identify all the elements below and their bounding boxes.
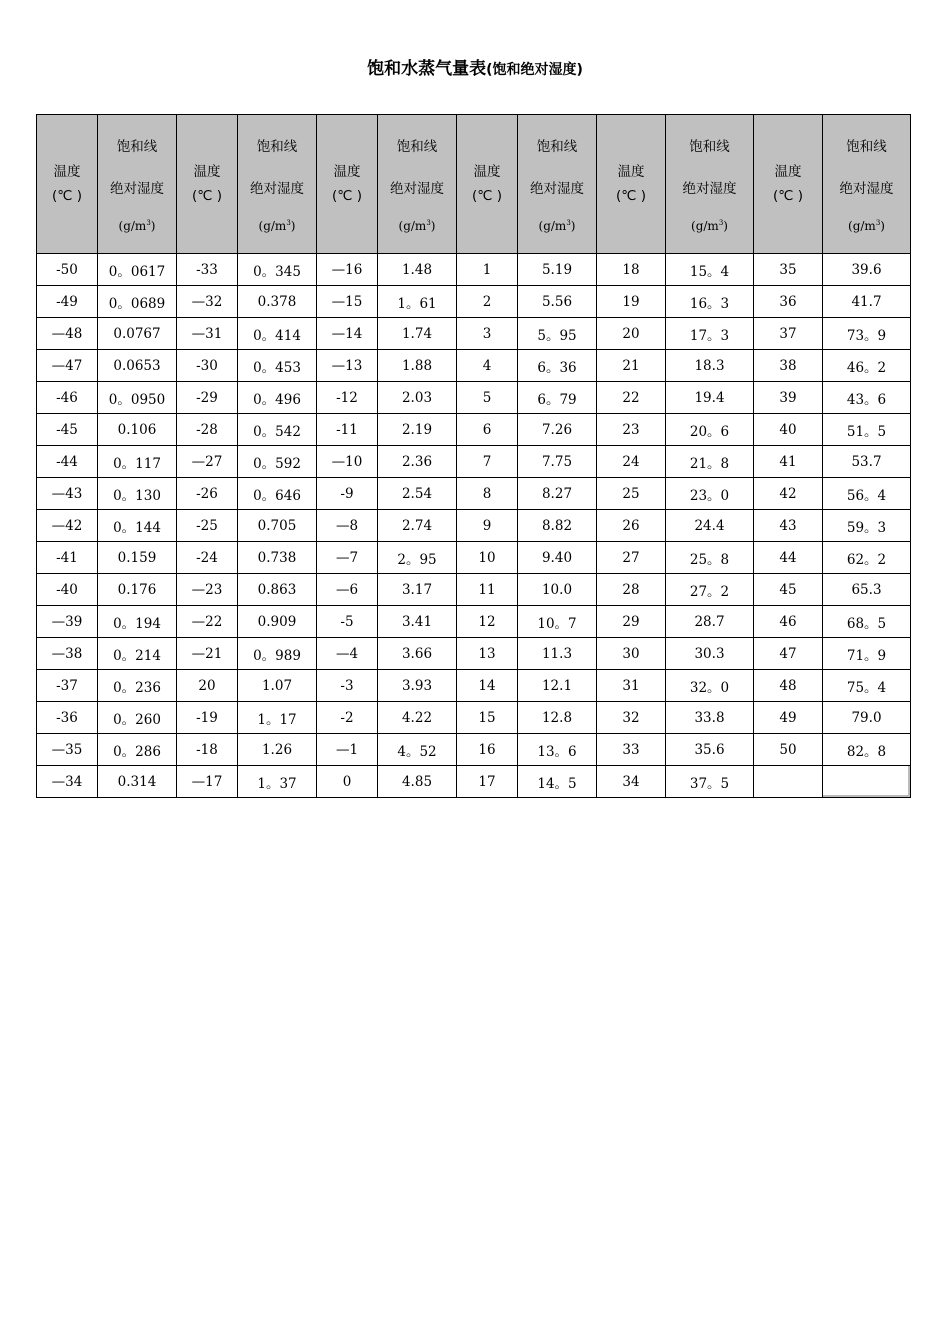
temperature-cell: —13 xyxy=(317,350,378,382)
temperature-cell: -12 xyxy=(317,382,378,414)
temperature-cell: -49 xyxy=(37,286,98,318)
humidity-cell: 0。194 xyxy=(98,606,177,638)
temperature-cell: -45 xyxy=(37,414,98,446)
header-hum-line2: 绝对湿度 xyxy=(250,181,304,197)
humidity-cell: 6。79 xyxy=(518,382,597,414)
table-row xyxy=(37,318,911,350)
unit-base: (g/m xyxy=(398,219,427,233)
humidity-cell: 1。17 xyxy=(238,702,317,734)
temperature-cell: -41 xyxy=(37,542,98,574)
header-temp-unit: (℃ ) xyxy=(773,188,803,204)
temperature-cell: —32 xyxy=(177,286,238,318)
humidity-cell: 10.0 xyxy=(518,574,597,606)
unit-base: (g/m xyxy=(118,219,147,233)
humidity-cell: 0。542 xyxy=(238,414,317,446)
saturated-vapor-table xyxy=(36,114,911,798)
temperature-cell: —23 xyxy=(177,574,238,606)
humidity-cell: 73。9 xyxy=(823,318,911,350)
temperature-cell: 43 xyxy=(754,510,823,542)
humidity-cell: 0。414 xyxy=(238,318,317,350)
temperature-cell: 17 xyxy=(457,766,518,798)
humidity-cell: 0。260 xyxy=(98,702,177,734)
humidity-cell: 68。5 xyxy=(823,606,911,638)
unit-base: (g/m xyxy=(848,219,876,233)
humidity-cell: 24.4 xyxy=(666,510,754,542)
temperature-cell: -25 xyxy=(177,510,238,542)
unit-sup: 3 xyxy=(286,219,291,227)
humidity-cell: 51。5 xyxy=(823,414,911,446)
header-temperature xyxy=(317,115,378,254)
header-temp-unit: (℃ ) xyxy=(52,188,82,204)
temperature-cell: 40 xyxy=(754,414,823,446)
temperature-cell: -30 xyxy=(177,350,238,382)
humidity-cell: 16。3 xyxy=(666,286,754,318)
table-row xyxy=(37,766,911,798)
humidity-cell: 75。4 xyxy=(823,670,911,702)
temperature-cell: 50 xyxy=(754,734,823,766)
temperature-cell: —42 xyxy=(37,510,98,542)
unit-base: (g/m xyxy=(691,219,719,233)
temperature-cell: 15 xyxy=(457,702,518,734)
humidity-cell: 4。52 xyxy=(378,734,457,766)
humidity-cell: 21。8 xyxy=(666,446,754,478)
temperature-cell: 20 xyxy=(597,318,666,350)
temperature-cell: 22 xyxy=(597,382,666,414)
temperature-cell: 2 xyxy=(457,286,518,318)
temperature-cell: 37 xyxy=(754,318,823,350)
header-hum-line1: 饱和线 xyxy=(536,139,578,155)
table-row xyxy=(37,638,911,670)
humidity-cell: 2。95 xyxy=(378,542,457,574)
temperature-cell: 24 xyxy=(597,446,666,478)
humidity-cell: 1.74 xyxy=(378,318,457,350)
header-hum-line2: 绝对湿度 xyxy=(110,181,164,197)
temperature-cell: 10 xyxy=(457,542,518,574)
header-hum-line2: 绝对湿度 xyxy=(530,181,584,197)
humidity-cell: 0。592 xyxy=(238,446,317,478)
humidity-cell: 0.738 xyxy=(238,542,317,574)
humidity-cell: 12.1 xyxy=(518,670,597,702)
humidity-cell: 8.27 xyxy=(518,478,597,510)
temperature-cell: 4 xyxy=(457,350,518,382)
temperature-cell: —35 xyxy=(37,734,98,766)
temperature-cell: -11 xyxy=(317,414,378,446)
humidity-cell: 2.36 xyxy=(378,446,457,478)
humidity-cell: 0。0689 xyxy=(98,286,177,318)
humidity-cell: 0.0653 xyxy=(98,350,177,382)
temperature-cell: —8 xyxy=(317,510,378,542)
unit-sup: 3 xyxy=(875,219,881,227)
humidity-cell: 82。8 xyxy=(823,734,911,766)
humidity-cell: 35.6 xyxy=(666,734,754,766)
unit-close: ) xyxy=(430,219,436,233)
temperature-cell: -18 xyxy=(177,734,238,766)
temperature-cell: 25 xyxy=(597,478,666,510)
temperature-cell: —39 xyxy=(37,606,98,638)
temperature-cell: 3 xyxy=(457,318,518,350)
header-temp-label: 温度 xyxy=(193,164,221,180)
temperature-cell: 1 xyxy=(457,254,518,286)
temperature-cell: —21 xyxy=(177,638,238,670)
humidity-cell: 2.19 xyxy=(378,414,457,446)
humidity-cell: 6。36 xyxy=(518,350,597,382)
header-absolute-humidity xyxy=(823,115,911,254)
temperature-cell: 44 xyxy=(754,542,823,574)
table-row xyxy=(37,254,911,286)
temperature-cell: 31 xyxy=(597,670,666,702)
unit-close: ) xyxy=(290,219,296,233)
header-temperature xyxy=(754,115,823,254)
temperature-cell: —48 xyxy=(37,318,98,350)
humidity-cell: 0.705 xyxy=(238,510,317,542)
table-body xyxy=(37,254,911,798)
humidity-cell: 0.106 xyxy=(98,414,177,446)
temperature-cell: 13 xyxy=(457,638,518,670)
unit-sup: 3 xyxy=(566,219,571,227)
humidity-cell: 5.19 xyxy=(518,254,597,286)
humidity-cell: 0。236 xyxy=(98,670,177,702)
temperature-cell: 45 xyxy=(754,574,823,606)
page-title xyxy=(0,54,950,79)
header-temp-unit: (℃ ) xyxy=(192,188,222,204)
temperature-cell: 12 xyxy=(457,606,518,638)
header-absolute-humidity xyxy=(98,115,177,254)
temperature-cell: 23 xyxy=(597,414,666,446)
header-temp-unit: (℃ ) xyxy=(616,188,646,204)
temperature-cell: 11 xyxy=(457,574,518,606)
header-temp-unit: (℃ ) xyxy=(472,188,502,204)
humidity-cell: 0。130 xyxy=(98,478,177,510)
temperature-cell: -50 xyxy=(37,254,98,286)
humidity-cell: 65.3 xyxy=(823,574,911,606)
humidity-cell: 0。453 xyxy=(238,350,317,382)
temperature-cell: -29 xyxy=(177,382,238,414)
humidity-cell: 14。5 xyxy=(518,766,597,798)
temperature-cell: —14 xyxy=(317,318,378,350)
temperature-cell: 26 xyxy=(597,510,666,542)
table-header xyxy=(37,115,911,254)
humidity-cell: 25。8 xyxy=(666,542,754,574)
unit-close: ) xyxy=(723,219,728,233)
temperature-cell: -46 xyxy=(37,382,98,414)
humidity-cell: 5。95 xyxy=(518,318,597,350)
temperature-cell: -19 xyxy=(177,702,238,734)
humidity-cell: 12.8 xyxy=(518,702,597,734)
temperature-cell: 35 xyxy=(754,254,823,286)
humidity-cell: 3.93 xyxy=(378,670,457,702)
humidity-cell: 1.88 xyxy=(378,350,457,382)
humidity-cell: 20。6 xyxy=(666,414,754,446)
temperature-cell: -2 xyxy=(317,702,378,734)
header-temperature xyxy=(457,115,518,254)
table-row xyxy=(37,286,911,318)
humidity-cell: 46。2 xyxy=(823,350,911,382)
humidity-cell: 9.40 xyxy=(518,542,597,574)
humidity-cell: 1。61 xyxy=(378,286,457,318)
humidity-cell: 62。2 xyxy=(823,542,911,574)
temperature-cell: 16 xyxy=(457,734,518,766)
header-temp-label: 温度 xyxy=(774,164,802,180)
temperature-cell: 0 xyxy=(317,766,378,798)
humidity-cell: 4.22 xyxy=(378,702,457,734)
temperature-cell: 34 xyxy=(597,766,666,798)
temperature-cell: -26 xyxy=(177,478,238,510)
humidity-cell: 17。3 xyxy=(666,318,754,350)
unit-sup: 3 xyxy=(426,219,431,227)
humidity-cell: 0.314 xyxy=(98,766,177,798)
unit-close: ) xyxy=(150,219,156,233)
header-hum-line2: 绝对湿度 xyxy=(839,181,894,197)
header-temperature xyxy=(597,115,666,254)
temperature-cell: 5 xyxy=(457,382,518,414)
unit-close: ) xyxy=(880,219,885,233)
header-hum-unit xyxy=(238,219,316,233)
temperature-cell: -24 xyxy=(177,542,238,574)
header-hum-line2: 绝对湿度 xyxy=(682,181,737,197)
temperature-cell: -36 xyxy=(37,702,98,734)
temperature-cell: 41 xyxy=(754,446,823,478)
humidity-cell: 8.82 xyxy=(518,510,597,542)
humidity-cell: 3.41 xyxy=(378,606,457,638)
temperature-cell: 42 xyxy=(754,478,823,510)
humidity-cell: 0。286 xyxy=(98,734,177,766)
humidity-cell: 0。214 xyxy=(98,638,177,670)
humidity-cell: 3.17 xyxy=(378,574,457,606)
header-hum-unit xyxy=(666,219,753,233)
table-row xyxy=(37,734,911,766)
humidity-cell: 4.85 xyxy=(378,766,457,798)
temperature-cell: 9 xyxy=(457,510,518,542)
temperature-cell: —27 xyxy=(177,446,238,478)
humidity-cell: 59。3 xyxy=(823,510,911,542)
unit-sup: 3 xyxy=(718,219,724,227)
header-temp-label: 温度 xyxy=(473,164,501,180)
table-row xyxy=(37,382,911,414)
humidity-cell: 1.48 xyxy=(378,254,457,286)
humidity-cell: 79.0 xyxy=(823,702,911,734)
header-temp-label: 温度 xyxy=(333,164,361,180)
temperature-cell: -44 xyxy=(37,446,98,478)
header-temperature xyxy=(37,115,98,254)
temperature-cell: 20 xyxy=(177,670,238,702)
temperature-cell: 33 xyxy=(597,734,666,766)
temperature-cell: 47 xyxy=(754,638,823,670)
header-hum-unit xyxy=(378,219,456,233)
header-temp-label: 温度 xyxy=(617,164,645,180)
temperature-cell: 27 xyxy=(597,542,666,574)
humidity-cell: 27。2 xyxy=(666,574,754,606)
header-hum-line1: 饱和线 xyxy=(396,139,438,155)
header-hum-line1: 饱和线 xyxy=(116,139,158,155)
title-main: 饱和水蒸气量表 xyxy=(367,59,487,79)
temperature-cell: —1 xyxy=(317,734,378,766)
temperature-cell: 36 xyxy=(754,286,823,318)
header-temp-unit: (℃ ) xyxy=(332,188,362,204)
table-row xyxy=(37,350,911,382)
header-hum-line1: 饱和线 xyxy=(689,139,730,155)
humidity-cell: 0.176 xyxy=(98,574,177,606)
humidity-cell: 56。4 xyxy=(823,478,911,510)
humidity-cell xyxy=(823,766,911,798)
header-absolute-humidity xyxy=(238,115,317,254)
temperature-cell: —34 xyxy=(37,766,98,798)
temperature-cell: -33 xyxy=(177,254,238,286)
temperature-cell: 8 xyxy=(457,478,518,510)
humidity-cell: 53.7 xyxy=(823,446,911,478)
humidity-cell: 7.26 xyxy=(518,414,597,446)
temperature-cell: 29 xyxy=(597,606,666,638)
humidity-cell: 0.378 xyxy=(238,286,317,318)
temperature-cell: -37 xyxy=(37,670,98,702)
humidity-cell: 5.56 xyxy=(518,286,597,318)
humidity-cell: 0。117 xyxy=(98,446,177,478)
header-hum-unit xyxy=(98,219,176,233)
table-row xyxy=(37,478,911,510)
humidity-cell: 13。6 xyxy=(518,734,597,766)
humidity-cell: 0。989 xyxy=(238,638,317,670)
humidity-cell: 1.26 xyxy=(238,734,317,766)
temperature-cell: —47 xyxy=(37,350,98,382)
humidity-cell: 0。646 xyxy=(238,478,317,510)
temperature-cell: 28 xyxy=(597,574,666,606)
humidity-cell: 0.0767 xyxy=(98,318,177,350)
table-row xyxy=(37,606,911,638)
temperature-cell: —16 xyxy=(317,254,378,286)
humidity-cell: 33.8 xyxy=(666,702,754,734)
humidity-cell: 2.74 xyxy=(378,510,457,542)
humidity-cell: 2.54 xyxy=(378,478,457,510)
humidity-cell: 1。37 xyxy=(238,766,317,798)
temperature-cell: —15 xyxy=(317,286,378,318)
humidity-cell: 71。9 xyxy=(823,638,911,670)
humidity-cell: 3.66 xyxy=(378,638,457,670)
temperature-cell: -3 xyxy=(317,670,378,702)
table-row xyxy=(37,670,911,702)
humidity-cell: 37。5 xyxy=(666,766,754,798)
table-row xyxy=(37,542,911,574)
temperature-cell: 49 xyxy=(754,702,823,734)
humidity-cell: 1.07 xyxy=(238,670,317,702)
header-absolute-humidity xyxy=(518,115,597,254)
humidity-cell: 0。345 xyxy=(238,254,317,286)
header-hum-unit xyxy=(823,219,910,233)
temperature-cell: —31 xyxy=(177,318,238,350)
temperature-cell: 38 xyxy=(754,350,823,382)
temperature-cell: —7 xyxy=(317,542,378,574)
humidity-cell: 15。4 xyxy=(666,254,754,286)
temperature-cell: —6 xyxy=(317,574,378,606)
temperature-cell: 32 xyxy=(597,702,666,734)
temperature-cell: 14 xyxy=(457,670,518,702)
unit-sup: 3 xyxy=(146,219,151,227)
temperature-cell: —38 xyxy=(37,638,98,670)
humidity-cell: 11.3 xyxy=(518,638,597,670)
unit-close: ) xyxy=(570,219,576,233)
table-row xyxy=(37,510,911,542)
temperature-cell: —4 xyxy=(317,638,378,670)
humidity-cell: 0。496 xyxy=(238,382,317,414)
temperature-cell: —10 xyxy=(317,446,378,478)
temperature-cell: —17 xyxy=(177,766,238,798)
temperature-cell: 19 xyxy=(597,286,666,318)
unit-base: (g/m xyxy=(538,219,567,233)
title-sub: (饱和绝对湿度) xyxy=(486,62,583,78)
temperature-cell: 21 xyxy=(597,350,666,382)
humidity-cell: 7.75 xyxy=(518,446,597,478)
table-row xyxy=(37,446,911,478)
temperature-cell: —22 xyxy=(177,606,238,638)
table-row xyxy=(37,414,911,446)
header-hum-line1: 饱和线 xyxy=(846,139,887,155)
header-absolute-humidity xyxy=(666,115,754,254)
humidity-cell: 28.7 xyxy=(666,606,754,638)
humidity-cell: 23。0 xyxy=(666,478,754,510)
table-row xyxy=(37,574,911,606)
humidity-cell: 18.3 xyxy=(666,350,754,382)
humidity-cell: 39.6 xyxy=(823,254,911,286)
temperature-cell: —43 xyxy=(37,478,98,510)
temperature-cell: 6 xyxy=(457,414,518,446)
temperature-cell: -40 xyxy=(37,574,98,606)
table-row xyxy=(37,702,911,734)
humidity-cell: 10。7 xyxy=(518,606,597,638)
temperature-cell: 7 xyxy=(457,446,518,478)
header-hum-line2: 绝对湿度 xyxy=(390,181,444,197)
humidity-cell: 0.863 xyxy=(238,574,317,606)
humidity-cell: 41.7 xyxy=(823,286,911,318)
humidity-cell: 0.909 xyxy=(238,606,317,638)
humidity-cell: 2.03 xyxy=(378,382,457,414)
temperature-cell: 30 xyxy=(597,638,666,670)
header-hum-unit xyxy=(518,219,596,233)
header-temp-label: 温度 xyxy=(53,164,81,180)
temperature-cell: 39 xyxy=(754,382,823,414)
humidity-cell: 0。144 xyxy=(98,510,177,542)
humidity-cell: 0。0950 xyxy=(98,382,177,414)
humidity-cell: 0。0617 xyxy=(98,254,177,286)
header-absolute-humidity xyxy=(378,115,457,254)
humidity-cell: 0.159 xyxy=(98,542,177,574)
temperature-cell: 46 xyxy=(754,606,823,638)
temperature-cell: -9 xyxy=(317,478,378,510)
temperature-cell xyxy=(754,766,823,798)
temperature-cell: -28 xyxy=(177,414,238,446)
humidity-cell: 19.4 xyxy=(666,382,754,414)
header-hum-line1: 饱和线 xyxy=(256,139,298,155)
header-temperature xyxy=(177,115,238,254)
unit-base: (g/m xyxy=(258,219,287,233)
humidity-cell: 30.3 xyxy=(666,638,754,670)
temperature-cell: 18 xyxy=(597,254,666,286)
humidity-cell: 32。0 xyxy=(666,670,754,702)
humidity-cell: 43。6 xyxy=(823,382,911,414)
temperature-cell: -5 xyxy=(317,606,378,638)
temperature-cell: 48 xyxy=(754,670,823,702)
